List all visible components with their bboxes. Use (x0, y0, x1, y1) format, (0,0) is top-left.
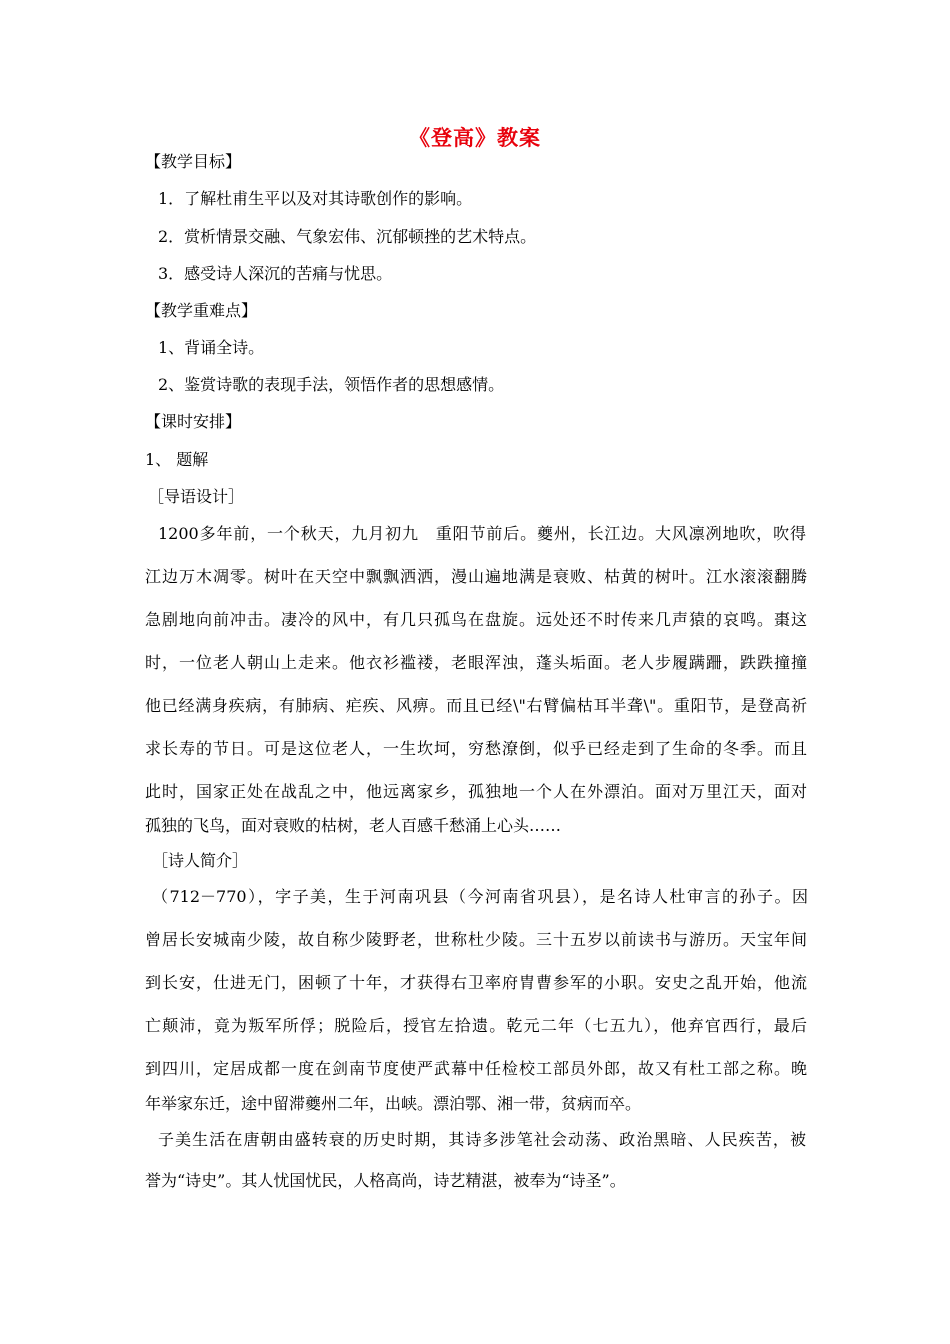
document-title: 《登高》教案 (409, 125, 541, 150)
paragraph-line: 求长寿的节日。可是这位老人，一生坎坷，穷愁潦倒，似乎已经走到了生命的冬季。而且 (145, 739, 807, 758)
paragraph-line: （712－770），字子美，生于河南巩县（今河南省巩县），是名诗人杜审言的孙子。因 (152, 887, 808, 906)
key-point-item: 1、背诵全诗。 (158, 338, 265, 357)
paragraph-line: 1200多年前，一个秋天，九月初九 重阳节前后。夔州，长江边。大风凛冽地吹，吹得 (158, 524, 806, 543)
paragraph-line: 子美生活在唐朝由盛转衰的历史时期，其诗多涉笔社会动荡、政治黑暗、人民疾苦，被 (158, 1130, 806, 1149)
paragraph-line: 年举家东迁，途中留滞夔州二年，出峡。漂泊鄂、湘一带，贫病而卒。 (145, 1094, 642, 1113)
paragraph-line: 此时，国家正处在战乱之中，他远离家乡，孤独地一个人在外漂泊。面对万里江天，面对 (145, 782, 807, 801)
paragraph-line: 时，一位老人朝山上走来。他衣衫褴褛，老眼浑浊，蓬头垢面。老人步履蹒跚，跌跌撞撞 (145, 653, 807, 672)
section-heading-key-points: 【教学重难点】 (145, 301, 258, 320)
key-point-item: 2、鉴赏诗歌的表现手法，领悟作者的思想感情。 (158, 375, 505, 394)
subsection-label-poet: ［诗人简介］ (152, 851, 249, 870)
paragraph-line: 曾居长安城南少陵，故自称少陵野老，世称杜少陵。三十五岁以前读书与游历。天宝年间 (145, 930, 807, 949)
subsection-heading: 1、 题解 (145, 450, 209, 469)
paragraph-line: 到四川，定居成都一度在剑南节度使严武幕中任检校工部员外郎，故又有杜工部之称。晚 (145, 1059, 807, 1078)
objective-item: 1．了解杜甫生平以及对其诗歌创作的影响。 (158, 189, 473, 208)
objective-item: 3．感受诗人深沉的苦痛与忧思。 (158, 264, 393, 283)
section-heading-schedule: 【课时安排】 (145, 412, 242, 431)
paragraph-line: 急剧地向前冲击。凄冷的风中，有几只孤鸟在盘旋。远处还不时传来几声猿的哀鸣。棗这 (145, 610, 807, 629)
paragraph-line: 江边万木凋零。树叶在天空中飘飘洒洒，漫山遍地满是衰败、枯黄的树叶。江水滚滚翻腾 (145, 567, 807, 586)
paragraph-line: 亡颠沛，竟为叛军所俘；脱险后，授官左拾遗。乾元二年（七五九），他弃官西行，最后 (145, 1016, 807, 1035)
objective-item: 2．赏析情景交融、气象宏伟、沉郁顿挫的艺术特点。 (158, 227, 537, 246)
section-heading-objectives: 【教学目标】 (145, 152, 242, 171)
paragraph-line: 他已经满身疾病，有肺病、疟疾、风痹。而且已经\"右臂偏枯耳半聋\"。重阳节，是登高祈 (145, 696, 807, 715)
subsection-label-intro: ［导语设计］ (148, 487, 245, 506)
paragraph-line: 孤独的飞鸟，面对衰败的枯树，老人百感千愁涌上心头…… (145, 816, 562, 835)
paragraph-line: 到长安，仕进无门，困顿了十年，才获得右卫率府胄曹参军的小职。安史之乱开始，他流 (145, 973, 807, 992)
paragraph-line: 誉为“诗史”。其人忧国忧民，人格高尚，诗艺精湛，被奉为“诗圣”。 (145, 1171, 626, 1190)
